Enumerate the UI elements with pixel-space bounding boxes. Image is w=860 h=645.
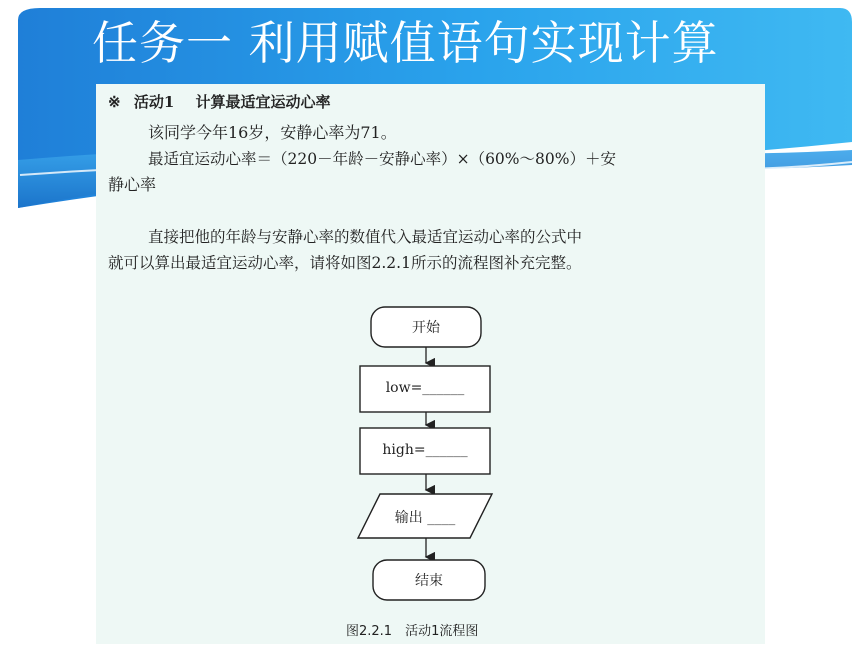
low-label: low=______ <box>385 380 465 396</box>
paragraph-line: 静心率 <box>108 175 157 194</box>
start-label: 开始 <box>412 320 440 336</box>
paragraph-line: 直接把他的年龄与安静心率的数值代入最适宜运动心率的公式中 <box>148 228 583 246</box>
activity-name: 活动1 <box>133 93 175 111</box>
output-label: 输出 ____ <box>394 510 456 526</box>
paragraph-line: 最适宜运动心率＝（220－年龄－安静心率）×（60%～80%）＋安 <box>148 150 616 168</box>
activity-title: 计算最适宜运动心率 <box>195 93 331 111</box>
textbook-excerpt <box>96 84 765 644</box>
flowchart <box>96 84 765 644</box>
high-label: high=______ <box>382 442 468 458</box>
slide-title: 任务一 利用赋值语句实现计算 <box>92 16 719 70</box>
paragraph-line: 就可以算出最适宜运动心率，请将如图2.2.1所示的流程图补充完整。 <box>108 254 582 272</box>
figure-caption: 图2.2.1 活动1流程图 <box>346 624 479 639</box>
reference-mark: ※ <box>108 93 121 111</box>
paragraph-line: 该同学今年16岁，安静心率为71。 <box>148 123 397 142</box>
end-label: 结束 <box>415 573 443 589</box>
